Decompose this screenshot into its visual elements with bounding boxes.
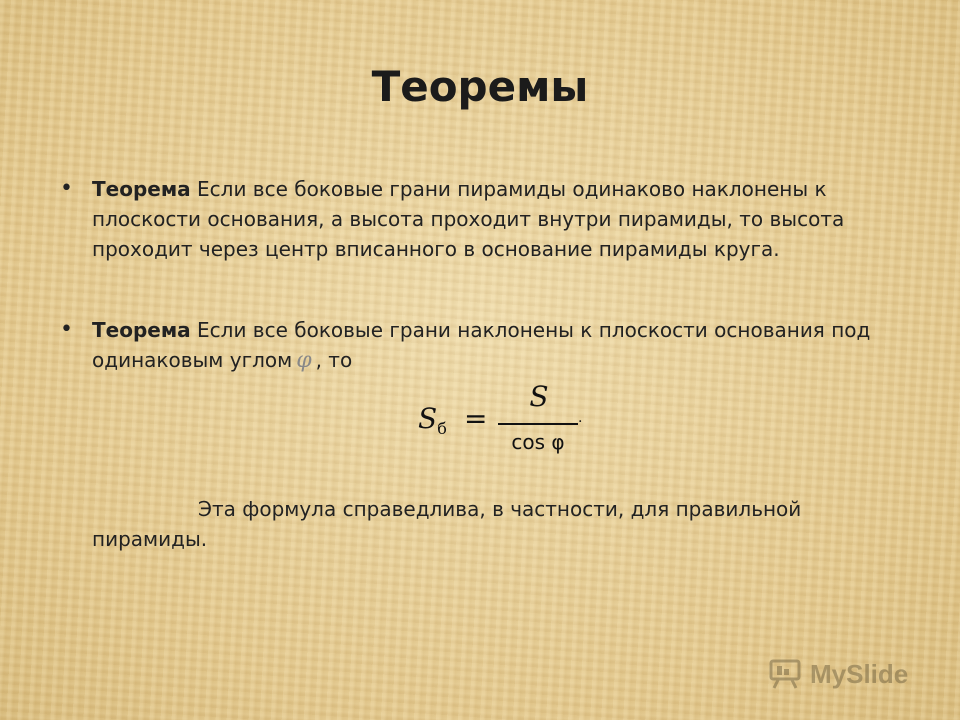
fraction-bar [498, 423, 578, 425]
formula-subscript: б [437, 419, 447, 438]
slide-title: Теоремы [371, 62, 589, 111]
formula-numerator: S [529, 380, 549, 413]
theorem-item-2 [60, 315, 922, 376]
formula-period: . [578, 410, 583, 426]
theorem-text: Если все боковые грани наклонены к плоскости основания под одинаковым углом [92, 318, 871, 372]
theorem-item-1 [60, 174, 922, 264]
theorem-text-tail: , то [315, 348, 353, 372]
theorem-text: Если все боковые грани пирамиды одинаково наклонены к плоскости основания, а высота проходит внутри пирамиды, то высота проходит через центр вписанного в основание пирамиды круга. [92, 177, 845, 261]
watermark-text: MySlide [810, 658, 909, 689]
area-formula [418, 380, 583, 460]
bullet-icon: • [60, 176, 73, 201]
formula-denominator: cos φ [511, 430, 565, 454]
theorem-label: Теорема [92, 177, 191, 201]
watermark-logo [768, 656, 908, 692]
bullet-icon: • [60, 317, 73, 342]
phi-symbol: φ [296, 348, 312, 373]
formula-note: Эта формула справедлива, в частности, для правильной пирамиды. [92, 497, 802, 551]
theorem-label: Теорема [92, 318, 191, 342]
formula-lhs-symbol: S [418, 402, 438, 435]
formula-equals: = [464, 402, 488, 435]
formula-lhs [418, 402, 447, 438]
presentation-board-icon [768, 658, 802, 690]
